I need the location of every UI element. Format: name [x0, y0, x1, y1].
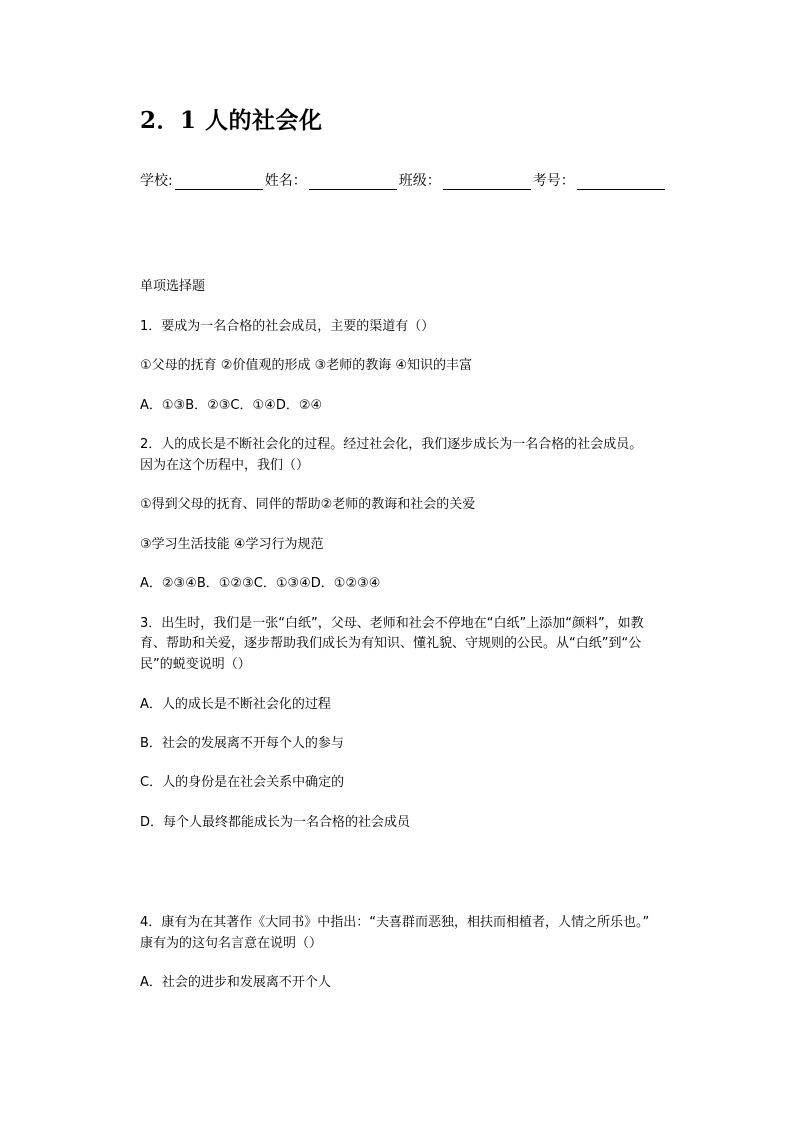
exam-no-blank[interactable] — [577, 175, 665, 190]
class-blank[interactable] — [443, 175, 531, 190]
q3-option-b: B．社会的发展离不开每个人的参与 — [140, 736, 344, 751]
q3-stem-line3: 民”的蜕变说明（） — [140, 657, 251, 672]
q3-option-c: C．人的身份是在社会关系中确定的 — [140, 775, 345, 790]
q1-options: A．①③B．②③C．①④D．②④ — [140, 398, 323, 413]
q1-items: ①父母的抚育 ②价值观的形成 ③老师的教诲 ④知识的丰富 — [140, 358, 473, 373]
name-blank[interactable] — [309, 175, 397, 190]
q4-stem-line1: 4．康有为在其著作《大同书》中指出：“夫喜群而恶独，相扶而相植者，人情之所乐也。” — [140, 915, 650, 930]
q2-options: A．②③④B．①②③C．①③④D．①②③④ — [140, 576, 381, 591]
school-blank[interactable] — [175, 175, 263, 190]
section-heading: 单项选择题 — [140, 279, 206, 294]
class-label: 班级： — [398, 173, 441, 189]
q2-items-line1: ①得到父母的抚育、同伴的帮助②老师的教诲和社会的关爱 — [140, 497, 476, 512]
q2-stem-line1: 2．人的成长是不断社会化的过程。经过社会化，我们逐步成长为一名合格的社会成员。 — [140, 437, 643, 452]
q3-stem-line1: 3．出生时，我们是一张“白纸”，父母、老师和社会不停地在“白纸”上添加“颜料”，如教 — [140, 616, 644, 631]
q4-stem-line2: 康有为的这句名言意在说明（） — [140, 936, 323, 951]
q3-option-a: A．人的成长是不断社会化的过程 — [140, 697, 331, 712]
school-label: 学校: — [140, 173, 173, 189]
student-info-line — [140, 170, 667, 190]
q3-option-d: D．每个人最终都能成长为一名合格的社会成员 — [140, 815, 411, 830]
q2-items-line2: ③学习生活技能 ④学习行为规范 — [140, 537, 324, 552]
q3-stem-line2: 育、帮助和关爱，逐步帮助我们成长为有知识、懂礼貌、守规则的公民。从“白纸”到“公 — [140, 636, 642, 651]
q2-stem-line2: 因为在这个历程中，我们（） — [140, 458, 310, 473]
exam-no-label: 考号： — [532, 173, 575, 189]
name-label: 姓名： — [264, 173, 307, 189]
q4-option-a: A．社会的进步和发展离不开个人 — [140, 975, 331, 990]
page-title: 2．1 人的社会化 — [140, 107, 323, 134]
q1-stem: 1．要成为一名合格的社会成员，主要的渠道有（） — [140, 319, 435, 334]
